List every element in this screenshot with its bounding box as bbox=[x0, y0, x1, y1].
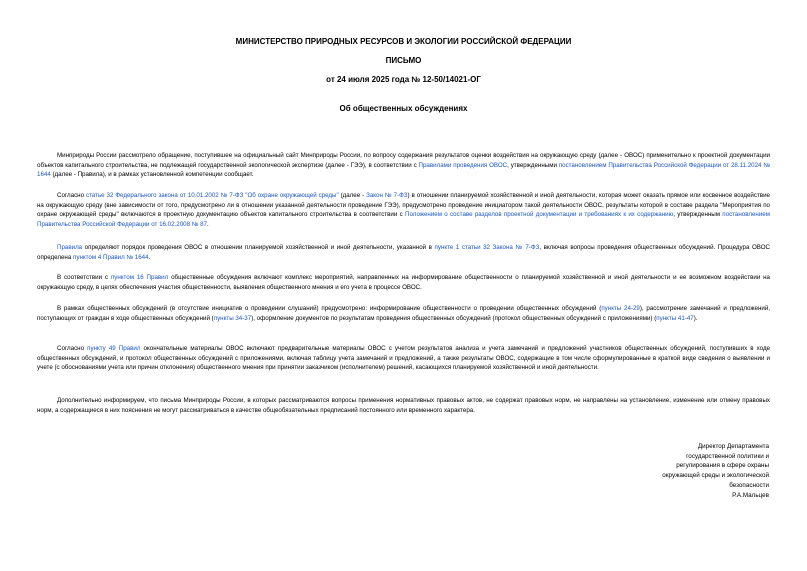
document-link[interactable]: постановлением Правительства Российской Федерации от 28.11.2024 № 1644 bbox=[37, 161, 770, 179]
paragraph-text: , утвержденными bbox=[507, 161, 559, 169]
signature-line: государственной политики и bbox=[686, 452, 769, 460]
document-link[interactable]: пунктом 16 Правил bbox=[110, 274, 169, 282]
signature-line: безопасности bbox=[729, 481, 769, 489]
document-link[interactable]: пункты 24-29 bbox=[601, 305, 640, 313]
document-link[interactable]: Положением о составе разделов проектной документации и требованиях к их содержанию bbox=[405, 211, 674, 219]
date-number: от 24 июля 2025 года № 12-50/14021-ОГ bbox=[326, 75, 481, 84]
signature-line: Директор Департамента bbox=[697, 443, 769, 450]
paragraph-7 bbox=[37, 396, 770, 415]
document-link[interactable]: пункте 1 статьи 32 Закона № 7-ФЗ bbox=[434, 244, 540, 252]
signature-line: окружающей среды и экологической bbox=[662, 472, 769, 480]
signatory-name: Р.А.Мальцев bbox=[732, 491, 769, 499]
document-link[interactable]: пунктом 4 Правил № 1644 bbox=[73, 253, 149, 261]
paragraph-text: ), оформление документов по результатам проведения общественных обсуждений (протокол общественных обсуждений с приложениями) ( bbox=[251, 314, 657, 322]
document-link[interactable]: пункту 49 Правил bbox=[87, 345, 141, 353]
paragraph-4 bbox=[37, 273, 770, 292]
document-link[interactable]: статье 32 Федерального закона от 10.01.2002 № 7-ФЗ "Об охране окружающей среды" bbox=[85, 192, 339, 200]
paragraph-6 bbox=[37, 344, 770, 373]
paragraph-text: ). bbox=[693, 314, 698, 322]
document-link[interactable]: Правила bbox=[57, 244, 83, 252]
paragraph-5 bbox=[37, 304, 770, 323]
document-link[interactable]: Правилами проведения ОВОС bbox=[418, 161, 508, 169]
document-type: ПИСЬМО bbox=[385, 56, 422, 65]
signature-line: регулирования в сфере охраны bbox=[676, 462, 769, 470]
paragraph-text: Дополнительно информируем, что письма Минприроды России, в которых рассматриваются вопросы применения нормативных правовых актов, не содержат правовых норм, не направлены на установление, изменение или отмену правовых норм, а содержащиеся в них пояснения не могут рассматриваться в качестве общеобязательных предписаний постоянного или временного характера. bbox=[37, 397, 770, 414]
paragraph-text: Согласно bbox=[57, 345, 88, 353]
document-link[interactable]: постановлением Правительства Российской Федерации от 16.02.2008 № 87 bbox=[37, 211, 770, 228]
paragraph-text: Согласно bbox=[57, 192, 86, 200]
paragraph-text: ) в отношении планируемой хозяйственной и иной деятельности, которая может оказать прямое или косвенное воздействие на окружающую среду (вне зависимости от того, предусмотрено ли в отношении указанной деятельности проведение ГЭЭ), предусмотрено проведение инициатором такой деятельности ОВОС, результаты которой в составе раздела "Мероприятия по охране окружающей среды" включаются в проектную документацию объектов капитального строительства в соответствии с bbox=[37, 192, 770, 219]
document-link[interactable]: Закон № 7-ФЗ bbox=[366, 192, 408, 200]
paragraph-text: (далее - bbox=[338, 192, 367, 200]
document-link[interactable]: пункты 34-37 bbox=[213, 314, 252, 322]
paragraph-2 bbox=[37, 191, 770, 229]
ministry-title: МИНИСТЕРСТВО ПРИРОДНЫХ РЕСУРСОВ И ЭКОЛОГИИ РОССИЙСКОЙ ФЕДЕРАЦИИ bbox=[235, 37, 572, 46]
paragraph-text: , утвержденным bbox=[673, 211, 723, 219]
paragraph-1 bbox=[37, 151, 770, 180]
paragraph-text: В рамках общественных обсуждений (в отсутствие инициатив о проведении слушаний) предусмотрено: информирование общественности о проведении общественных обсуждений ( bbox=[57, 305, 602, 313]
paragraph-text: ), рассмотрение замечаний и предложений, поступающих от граждан в ходе общественных обсуждений ( bbox=[37, 305, 771, 322]
paragraph-text: общественные обсуждения включают комплекс мероприятий, направленных на информирование общественности о планируемой хозяйственной и иной деятельности и ее возможном воздействии на окружающую среду, в целях обеспечения участия общественности, выявления общественного мнения и его учета в процессе ОВОС. bbox=[37, 274, 770, 291]
letter-subject: Об общественных обсуждениях bbox=[339, 104, 468, 113]
paragraph-text: В соответствии с bbox=[57, 274, 111, 282]
paragraph-text: (далее - Правила), и в рамках установленной компетенции сообщает. bbox=[50, 171, 254, 179]
document-link[interactable]: пункты 41-47 bbox=[656, 314, 694, 322]
paragraph-text: окончательные материалы ОВОС включают предварительные материалы ОВОС с учетом результатов анализа и учета замечаний и предложений участников общественных обсуждений, поступивших в ходе общественных обсуждений, и протокол общественных обсуждений с приложениями, включая таблицу учета замечаний и предложений, а также результаты ОВОС, содержащие в том числе сформулированные в краткой виде сведения о выявлении и учете (с обоснованиями учета или причин отклонения) общественного мнения при принятии заказчиком (исполнителем) решений, касающихся планируемой хозяйственной и иной деятельности. bbox=[37, 345, 771, 372]
paragraph-text: Минприроды России рассмотрело обращение, поступившее на официальный сайт Минприроды России, по вопросу содержания результатов оценки воздействия на окружающую среду (далее - ОВОС) применительно к проектной документации объектов капитального строительства, не подлежащей государственной экологической экспертизе (далее - ГЭЭ), в соответствии с bbox=[37, 152, 770, 169]
paragraph-3 bbox=[37, 243, 770, 262]
paragraph-text: определяют порядок проведения ОВОС в отношении планируемой хозяйственной и иной деятельности, указанной в bbox=[82, 244, 435, 252]
paragraph-text: . bbox=[148, 253, 151, 261]
paragraph-text: , включая вопросы проведения общественных обсуждений. Процедура ОВОС определена bbox=[37, 244, 770, 261]
paragraph-text: . bbox=[207, 220, 209, 228]
signature-block bbox=[569, 442, 769, 500]
